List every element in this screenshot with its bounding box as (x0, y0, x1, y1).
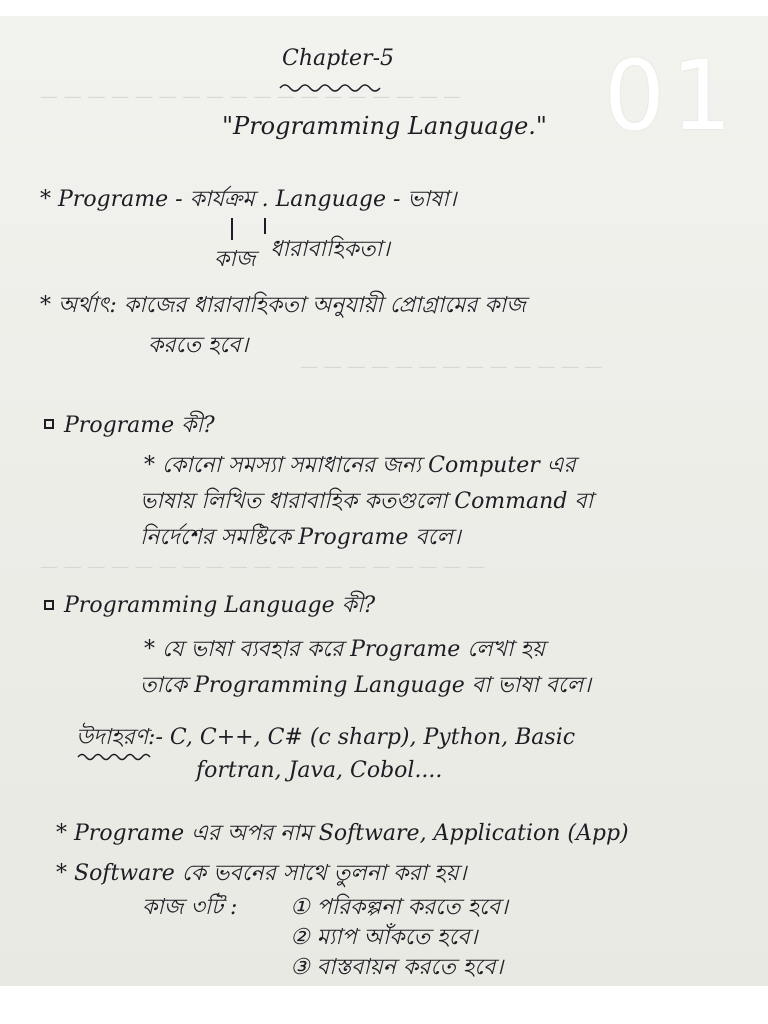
answer-programe-line-3: নির্দেশের সমষ্টিকে Programe বলে। (140, 525, 461, 550)
bleed-through-text: — — — — — — — — — — — — — — — — — — — (40, 556, 485, 577)
checkbox-bullet-icon (44, 600, 54, 610)
down-arrow (264, 218, 266, 234)
answer-pl-line-1: * যে ভাষা ব্যবহার করে Programe লেখা হয় (144, 637, 545, 662)
bleed-through-text: — — — — — — — — — — — — — (300, 356, 603, 377)
work-item-3: ③ বাস্তবায়ন করতে হবে। (290, 955, 504, 980)
bleed-through-text: — — — — — — — — — — — — — — — — — — (40, 86, 462, 107)
down-arrow (231, 218, 233, 240)
question-programe: Programe কী? (64, 413, 215, 438)
work-item-1: ① পরিকল্পনা করতে হবে। (290, 895, 508, 920)
comparison-line: * Software কে ভবনের সাথে তুলনা করা হয়। (56, 861, 467, 886)
dharabahikota-text: ধারাবাহিকতা। (270, 237, 390, 262)
chapter-heading: Chapter-5 (282, 46, 395, 71)
meaning-line-2: করতে হবে। (148, 333, 249, 358)
page-title: "Programming Language." (222, 112, 547, 140)
page-number: 01 (603, 40, 738, 152)
work-item-2: ② ম্যাপ আঁকতে হবে। (290, 925, 478, 950)
program-definition-line: * Programe - কার্যক্রম . Language - ভাষা। (40, 187, 457, 212)
underline-squiggle (278, 82, 388, 94)
checkbox-bullet-icon (44, 419, 54, 429)
examples-line-2: fortran, Java, Cobol.... (196, 758, 443, 783)
work-label: কাজ ৩টি : (142, 895, 238, 920)
examples-line-1: উদাহরণ:- C, C++, C# (c sharp), Python, Basic (76, 725, 576, 750)
answer-programe-line-1: * কোনো সমস্যা সমাধানের জন্য Computer এর (144, 453, 576, 478)
kaj-text: কাজ (214, 247, 256, 272)
answer-pl-line-2: তাকে Programming Language বা ভাষা বলে। (140, 673, 591, 698)
question-programming-language: Programming Language কী? (64, 593, 376, 618)
meaning-line-1: * অর্থাৎ: কাজের ধারাবাহিকতা অনুযায়ী প্রোগ্রামের কাজ (40, 293, 526, 318)
answer-programe-line-2: ভাষায় লিখিত ধারাবাহিক কতগুলো Command বা (140, 489, 594, 514)
underline-squiggle (76, 752, 156, 762)
notebook-page (0, 16, 768, 986)
software-line: * Programe এর অপর নাম Software, Application (App) (56, 821, 629, 846)
